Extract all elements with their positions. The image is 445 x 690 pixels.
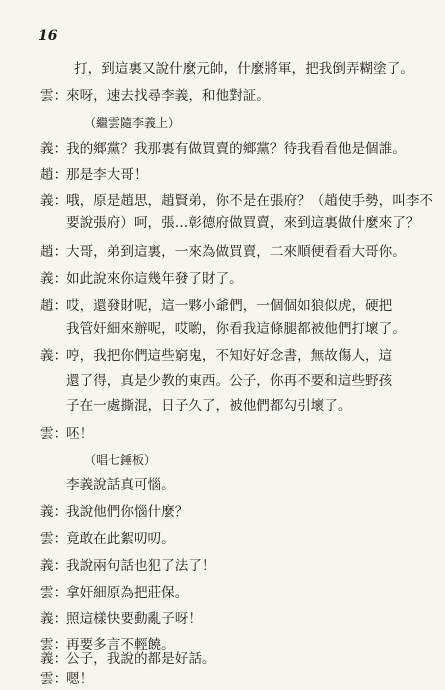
sung-text: 李義說話真可惱。 (66, 477, 175, 493)
speaker-label: 趙： (40, 167, 68, 183)
speaker-label: 義： (40, 271, 68, 287)
speaker-label: 雲： (40, 637, 68, 653)
dialogue-text: 公子，我說的都是好話。 (66, 651, 216, 667)
page-number: 16 (38, 28, 58, 44)
dialogue-text: 照這樣快要動亂子呀！ (66, 611, 202, 627)
dialogue-text: 嗯！ (66, 671, 94, 687)
speaker-label: 趙： (40, 298, 68, 314)
dialogue-text: 打，到這裏又說什麼元帥，什麼將軍，把我倒弄糊塗了。 (74, 61, 414, 77)
dialogue-text: 再要多言不輕饒。 (66, 637, 175, 653)
speaker-label: 雲： (40, 671, 68, 687)
speaker-label: 義： (40, 558, 68, 574)
dialogue-text: 子在一處撕混，日子久了，被他們都勾引壞了。 (66, 398, 352, 414)
stage-direction-text: （繼雲隨李義上） (84, 116, 181, 130)
speaker-label: 義： (40, 141, 68, 157)
dialogue-text: 竟敢在此絮叨叨。 (66, 531, 175, 547)
dialogue-text: 哼，我把你們這些窮鬼，不知好好念書，無故傷人，這 (66, 348, 393, 364)
dialogue-text: 還了得，真是少教的東西。公子，你再不要和這些野孩 (66, 373, 393, 389)
dialogue-text: 拿奸細原為把莊保。 (66, 585, 189, 601)
speaker-label: 雲： (40, 426, 68, 442)
speaker-label: 雲： (40, 88, 68, 104)
dialogue-text: 哎，還發財呢，這一夥小爺們，一個個如狼似虎，硬把 (66, 298, 393, 314)
speaker-label: 義： (40, 504, 68, 520)
dialogue-text: 哦，原是趙思，趙賢弟，你不是在張府？（趙使手勢，叫李不 (66, 193, 434, 209)
dialogue-text: 來呀，速去找尋李義，和他對証。 (66, 88, 270, 104)
dialogue-text: 我說兩句話也犯了法了！ (66, 558, 216, 574)
speaker-label: 義： (40, 611, 68, 627)
dialogue-text: 大哥，弟到這裏，一來為做買賣，二來順便看看大哥你。 (66, 244, 406, 260)
speaker-label: 雲： (40, 531, 68, 547)
dialogue-text: 要說張府）呵，張…彰德府做買賣，來到這裏做什麼來了？ (66, 215, 420, 231)
dialogue-text: 我說他們你惱什麼？ (66, 504, 189, 520)
stage-direction-text: （唱七錘板） (84, 453, 157, 467)
speaker-label: 義： (40, 348, 68, 364)
speaker-label: 義： (40, 651, 68, 667)
dialogue-text: 那是李大哥！ (66, 167, 148, 183)
dialogue-text: 我管奸細來辦呢，哎喲，你看我這條腿都被他們打壞了。 (66, 321, 406, 337)
speaker-label: 雲： (40, 585, 68, 601)
dialogue-text: 呸！ (66, 426, 94, 442)
speaker-label: 義： (40, 193, 68, 209)
speaker-label: 趙： (40, 244, 68, 260)
dialogue-text: 如此說來你這幾年發了財了。 (66, 271, 243, 287)
dialogue-text: 我的鄉黨？我那裏有做買賣的鄉黨？待我看看他是個誰。 (66, 141, 406, 157)
